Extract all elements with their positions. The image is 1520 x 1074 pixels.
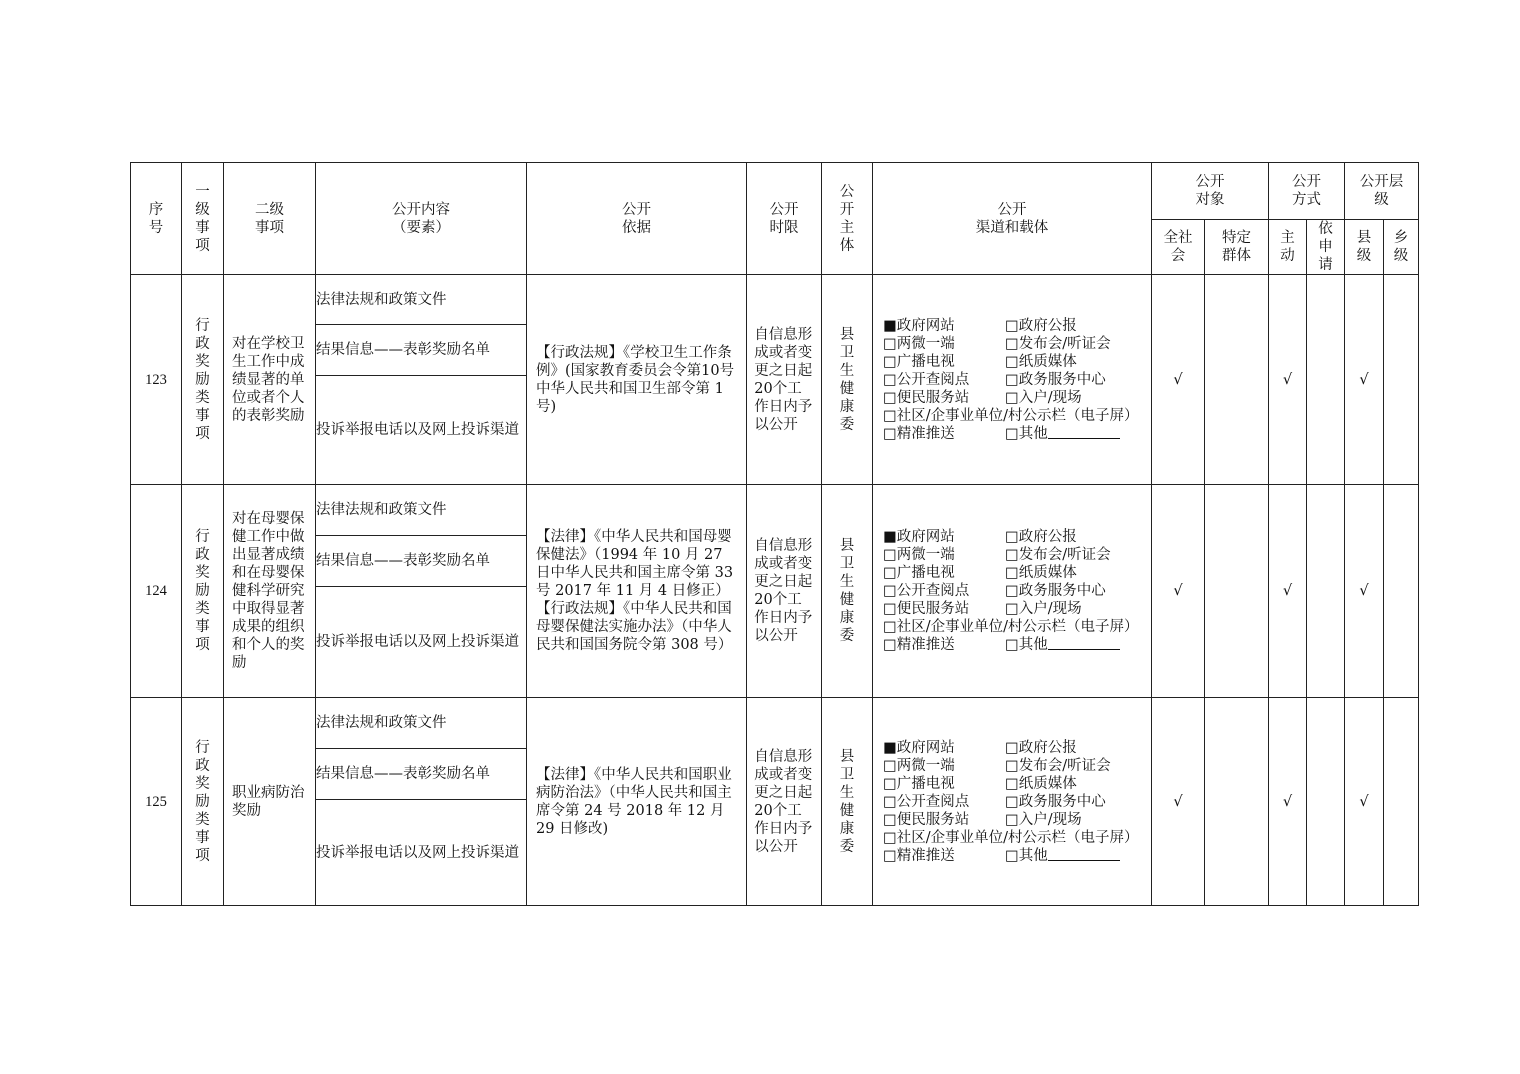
channel-option: ■政府网站 [883, 529, 955, 545]
header-mode-active: 主 动 [1269, 220, 1307, 275]
row-subject: 县卫生健康委 [822, 698, 873, 906]
check-scope-county: √ [1345, 275, 1384, 485]
check-target-all: √ [1152, 485, 1205, 698]
channel-option: □公开查阅点 [883, 793, 970, 810]
row-seq: 124 [131, 485, 182, 698]
channel-option: □纸质媒体 [1005, 353, 1077, 370]
channel-list [873, 317, 1151, 443]
channel-option: □纸质媒体 [1005, 565, 1077, 581]
row-level1: 行政奖励类事项 [182, 485, 224, 698]
check-scope-county: √ [1345, 698, 1384, 906]
blank-line [1048, 636, 1120, 650]
header-content: 公开内容 （要素） [316, 163, 527, 275]
row-subject: 县卫生健康委 [822, 275, 873, 485]
row-time: 自信息形成或者变更之日起20个工作日内予以公开 [747, 485, 822, 698]
check-mode-active: √ [1269, 485, 1307, 698]
row-subject: 县卫生健康委 [822, 485, 873, 698]
channel-option: □政务服务中心 [1005, 583, 1106, 599]
channel-option: □政务服务中心 [1005, 371, 1106, 388]
channel-option: □便民服务站 [883, 389, 970, 406]
row-level2: 对在学校卫生工作中成绩显著的单位或者个人的表彰奖励 [224, 275, 316, 485]
channel-option: □其他 [1005, 847, 1048, 864]
channel-option: □精准推送 [883, 847, 955, 864]
table-row [131, 698, 1419, 749]
channel-option: ■政府网站 [883, 739, 955, 756]
channel-option: □其他 [1005, 425, 1048, 442]
check-target-all: √ [1152, 698, 1205, 906]
content-item: 投诉举报电话以及网上投诉渠道 [316, 800, 527, 906]
header-target-specific: 特定 群体 [1205, 220, 1269, 275]
content-item: 结果信息——表彰奖励名单 [316, 325, 527, 376]
check-mode-apply [1307, 698, 1345, 906]
content-item: 结果信息——表彰奖励名单 [316, 536, 527, 587]
header-level2: 二级 事项 [224, 163, 316, 275]
channel-list [873, 528, 1151, 654]
channel-option: □精准推送 [883, 637, 955, 653]
channel-option: □公开查阅点 [883, 371, 970, 388]
header-subject: 公开主体 [822, 163, 873, 275]
channel-option: □政务服务中心 [1005, 793, 1106, 810]
table-row [131, 485, 1419, 536]
channel-option: □广播电视 [883, 565, 955, 581]
content-item: 法律法规和政策文件 [316, 275, 527, 325]
header-scope-county: 县 级 [1345, 220, 1384, 275]
channel-option: □便民服务站 [883, 601, 970, 617]
channel-option: ■政府网站 [883, 317, 955, 334]
channel-option: □政府公报 [1005, 317, 1077, 334]
channel-option: □公开查阅点 [883, 583, 970, 599]
check-scope-town [1384, 275, 1419, 485]
channel-option: □政府公报 [1005, 739, 1077, 756]
channel-option: □精准推送 [883, 425, 955, 442]
check-mode-active: √ [1269, 698, 1307, 906]
channel-list [873, 739, 1151, 865]
row-time: 自信息形成或者变更之日起20个工作日内予以公开 [747, 275, 822, 485]
row-level1: 行政奖励类事项 [182, 275, 224, 485]
content-item: 法律法规和政策文件 [316, 698, 527, 749]
channel-option: □两微一端 [883, 335, 955, 352]
row-time: 自信息形成或者变更之日起20个工作日内予以公开 [747, 698, 822, 906]
channel-option: □入户/现场 [1005, 811, 1082, 828]
check-scope-county: √ [1345, 485, 1384, 698]
header-mode: 公开 方式 [1269, 163, 1345, 220]
header-mode-apply: 依申请 [1307, 220, 1345, 275]
channel-option: □入户/现场 [1005, 389, 1082, 406]
channel-option: □社区/企事业单位/村公示栏（电子屏） [883, 619, 1139, 635]
header-scope-town: 乡 级 [1384, 220, 1419, 275]
channel-option: □政府公报 [1005, 529, 1077, 545]
check-scope-town [1384, 698, 1419, 906]
channel-option: □广播电视 [883, 353, 955, 370]
check-mode-apply [1307, 485, 1345, 698]
channel-option: □入户/现场 [1005, 601, 1082, 617]
header-level1: 一级事项 [182, 163, 224, 275]
channel-option: □发布会/听证会 [1005, 547, 1111, 563]
check-target-all: √ [1152, 275, 1205, 485]
blank-line [1048, 847, 1120, 861]
row-channels [873, 275, 1152, 485]
row-basis: 【行政法规】《学校卫生工作条例》(国家教育委员会令第10号 中华人民共和国卫生部令第 1 号) [527, 275, 747, 485]
channel-option: □纸质媒体 [1005, 775, 1077, 792]
content-item: 法律法规和政策文件 [316, 485, 527, 536]
content-item: 结果信息——表彰奖励名单 [316, 749, 527, 800]
check-scope-town [1384, 485, 1419, 698]
row-level2: 职业病防治奖励 [224, 698, 316, 906]
header-seq: 序号 [131, 163, 182, 275]
header-basis: 公开 依据 [527, 163, 747, 275]
channel-option: □广播电视 [883, 775, 955, 792]
row-basis: 【法律】《中华人民共和国母婴保健法》（1994 年 10 月 27 日中华人民共和国主席令第 33 号 2017 年 11 月 4 日修正） 【行政法规】《中华人民共和国母婴保健法实施办法》（中华人民共和国国务院令第 308 号） [527, 485, 747, 698]
row-seq: 125 [131, 698, 182, 906]
channel-option: □社区/企事业单位/村公示栏（电子屏） [883, 829, 1139, 846]
table-row [131, 275, 1419, 325]
row-level2: 对在母婴保健工作中做出显著成绩和在母婴保健科学研究中取得显著成果的组织和个人的奖励 [224, 485, 316, 698]
channel-option: □两微一端 [883, 547, 955, 563]
header-row-1 [131, 163, 1419, 220]
check-mode-apply [1307, 275, 1345, 485]
disclosure-table [130, 162, 1419, 906]
header-time: 公开 时限 [747, 163, 822, 275]
row-channels [873, 698, 1152, 906]
header-target-all: 全社 会 [1152, 220, 1205, 275]
channel-option: □便民服务站 [883, 811, 970, 828]
channel-option: □其他 [1005, 637, 1048, 653]
check-mode-active: √ [1269, 275, 1307, 485]
row-seq: 123 [131, 275, 182, 485]
header-scope: 公开层级 [1345, 163, 1419, 220]
content-item: 投诉举报电话以及网上投诉渠道 [316, 376, 527, 485]
check-target-specific [1205, 698, 1269, 906]
content-item: 投诉举报电话以及网上投诉渠道 [316, 587, 527, 698]
channel-option: □发布会/听证会 [1005, 757, 1111, 774]
check-target-specific [1205, 485, 1269, 698]
row-basis: 【法律】《中华人民共和国职业病防治法》（中华人民共和国主席令第 24 号 2018 年 12 月 29 日修改) [527, 698, 747, 906]
check-target-specific [1205, 275, 1269, 485]
row-level1: 行政奖励类事项 [182, 698, 224, 906]
channel-option: □社区/企事业单位/村公示栏（电子屏） [883, 407, 1139, 424]
row-channels [873, 485, 1152, 698]
header-channel: 公开 渠道和载体 [873, 163, 1152, 275]
channel-option: □两微一端 [883, 757, 955, 774]
blank-line [1048, 425, 1120, 439]
channel-option: □发布会/听证会 [1005, 335, 1111, 352]
header-target: 公开 对象 [1152, 163, 1269, 220]
